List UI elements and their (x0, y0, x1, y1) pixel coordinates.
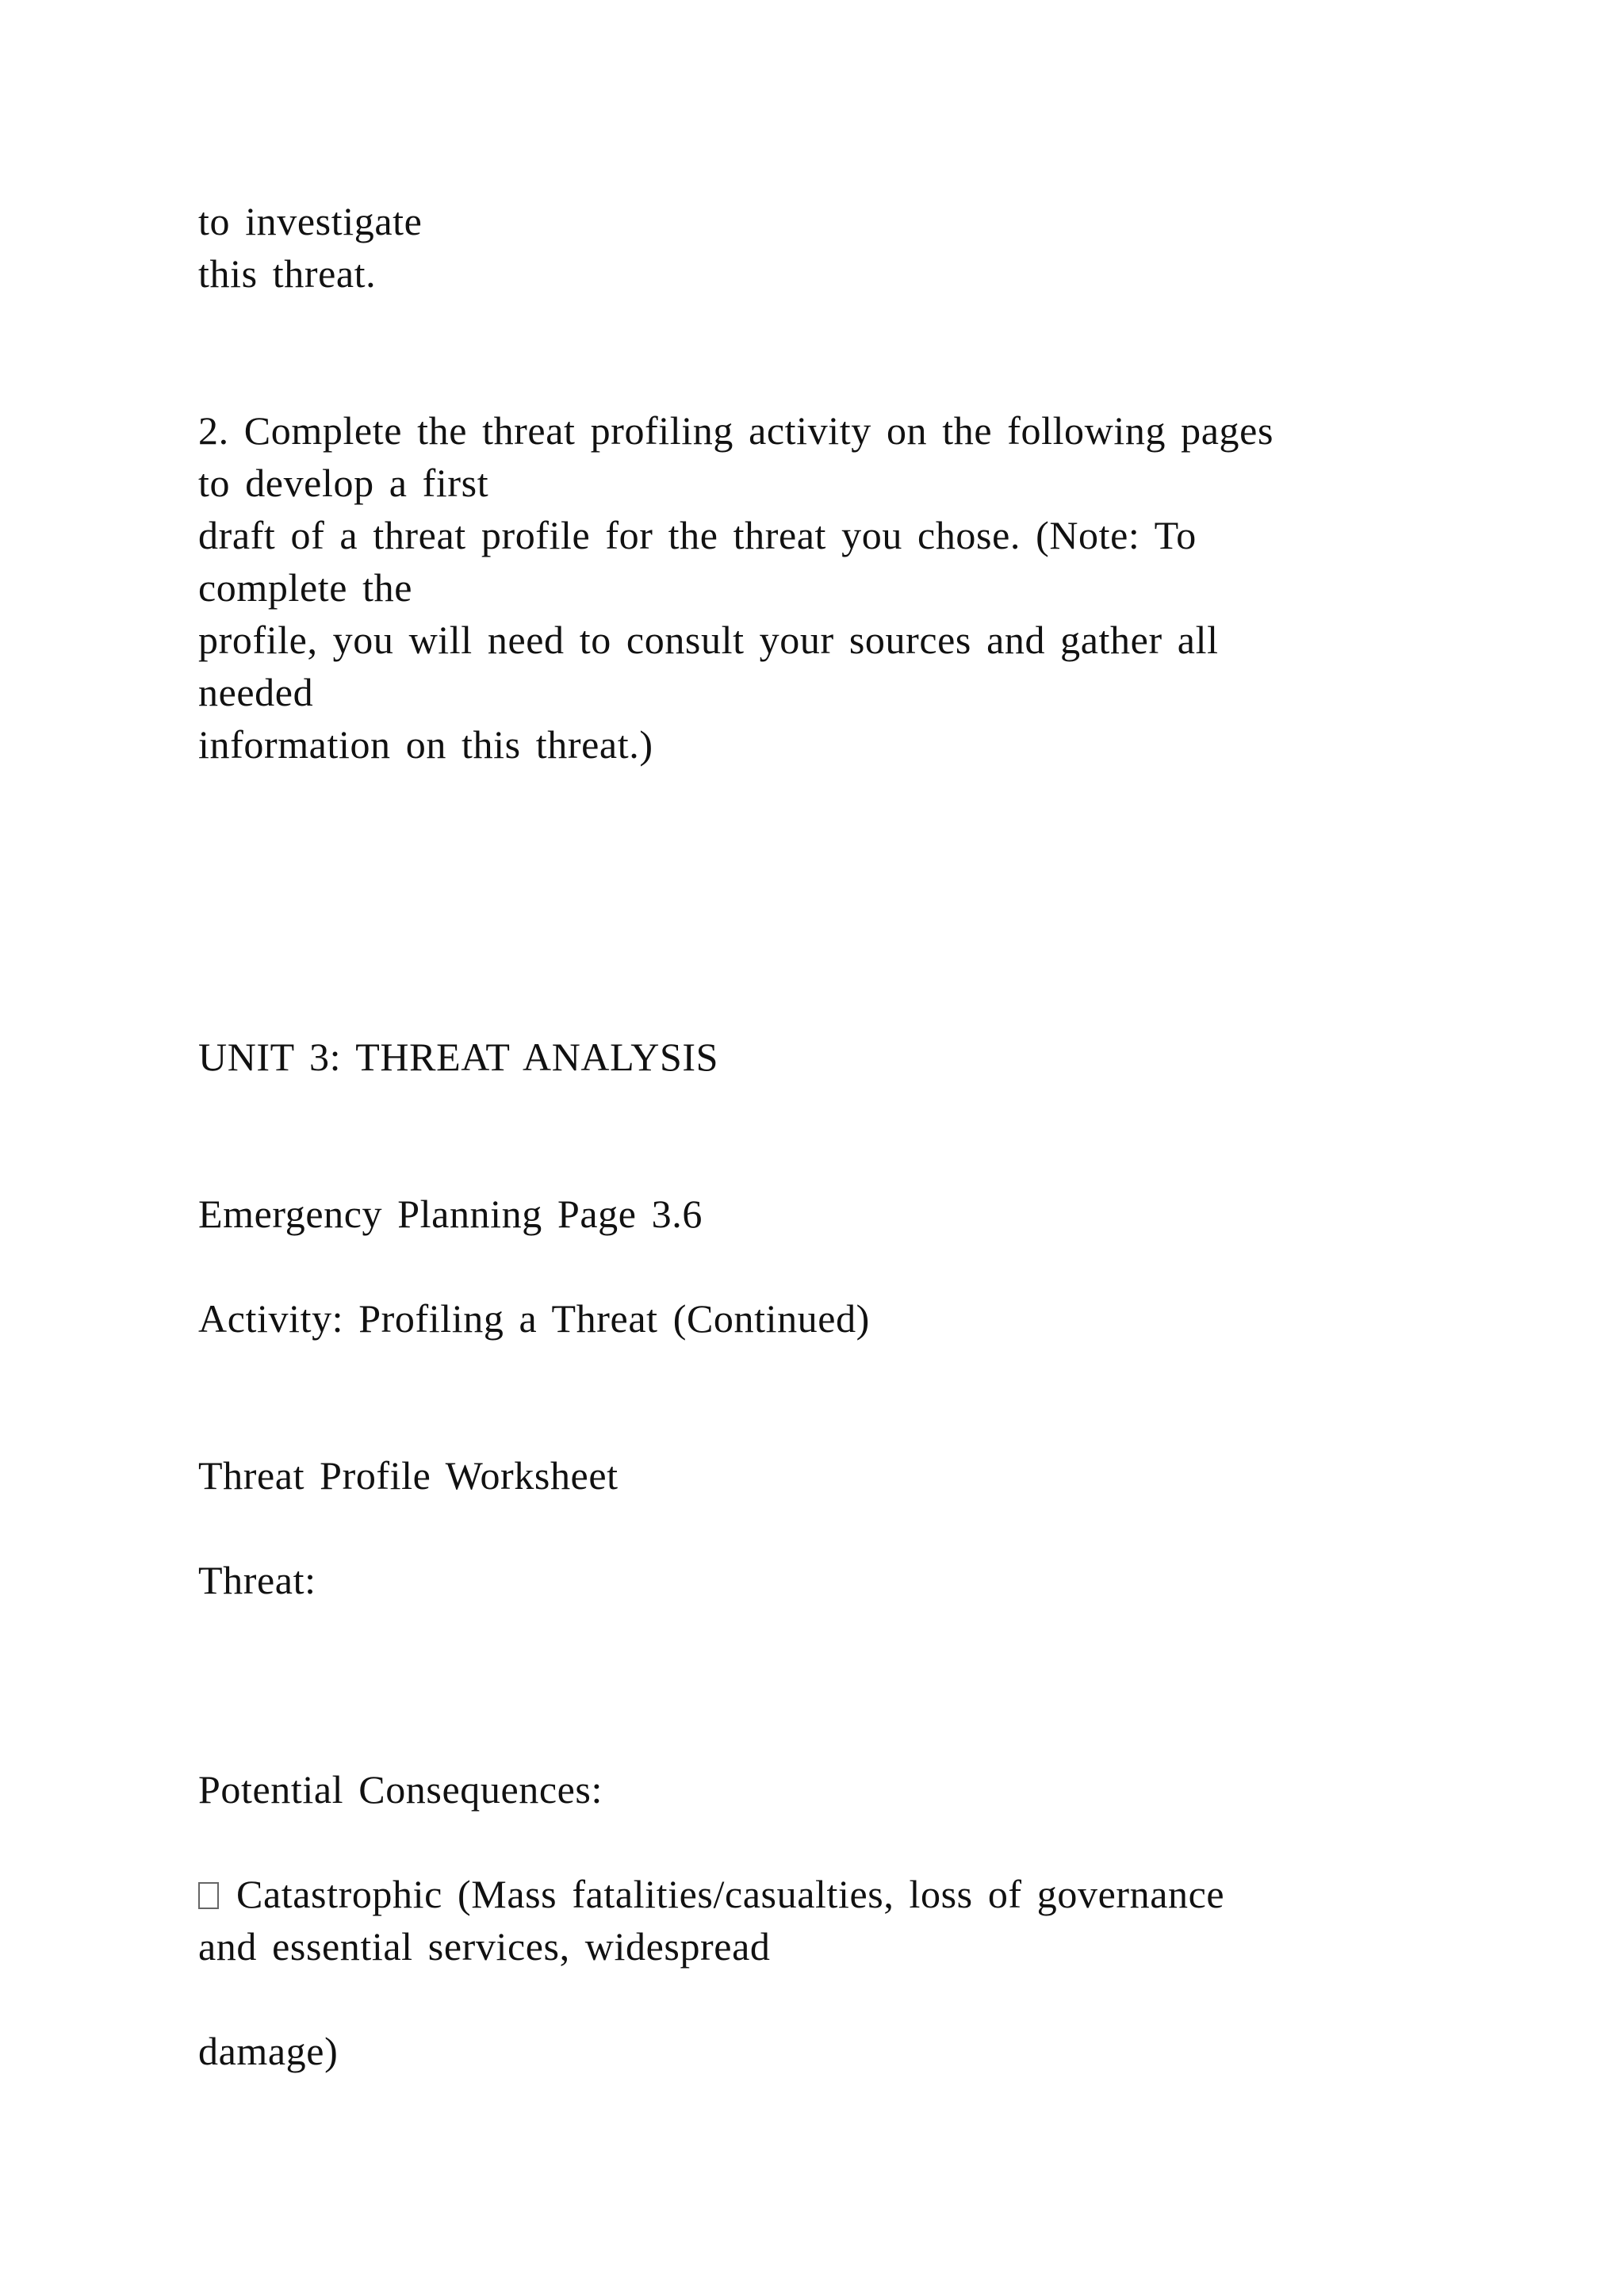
step-2-line-5: profile, you will need to consult your sources and gather all (198, 618, 1219, 662)
worksheet-title: Threat Profile Worksheet (198, 1453, 619, 1498)
intro-line-1: to investigate (198, 199, 423, 243)
step-2-line-3: draft of a threat profile for the threat you chose. (Note: To (198, 513, 1197, 557)
consequences-label: Potential Consequences: (198, 1767, 603, 1812)
page-footer: Emergency Planning Page 3.6 (198, 1192, 703, 1236)
unit-heading: UNIT 3: THREAT ANALYSIS (198, 1035, 719, 1079)
intro-line-2: this threat. (198, 251, 377, 296)
catastrophic-option (198, 1868, 1224, 1920)
step-2-line-4: complete the (198, 565, 413, 610)
catastrophic-line-1: Catastrophic (Mass fatalities/casualties, loss of governance (236, 1872, 1225, 1916)
checkbox-icon[interactable] (198, 1882, 219, 1909)
threat-label: Threat: (198, 1558, 316, 1602)
catastrophic-line-3: damage) (198, 2029, 339, 2073)
activity-title: Activity: Profiling a Threat (Continued) (198, 1296, 870, 1341)
catastrophic-line-2: and essential services, widespread (198, 1924, 771, 1969)
step-2-line-2: to develop a first (198, 461, 489, 505)
step-2-line-6: needed (198, 670, 314, 714)
step-2-line-1: 2. Complete the threat profiling activity on the following pages (198, 408, 1274, 453)
step-2-line-7: information on this threat.) (198, 722, 653, 767)
